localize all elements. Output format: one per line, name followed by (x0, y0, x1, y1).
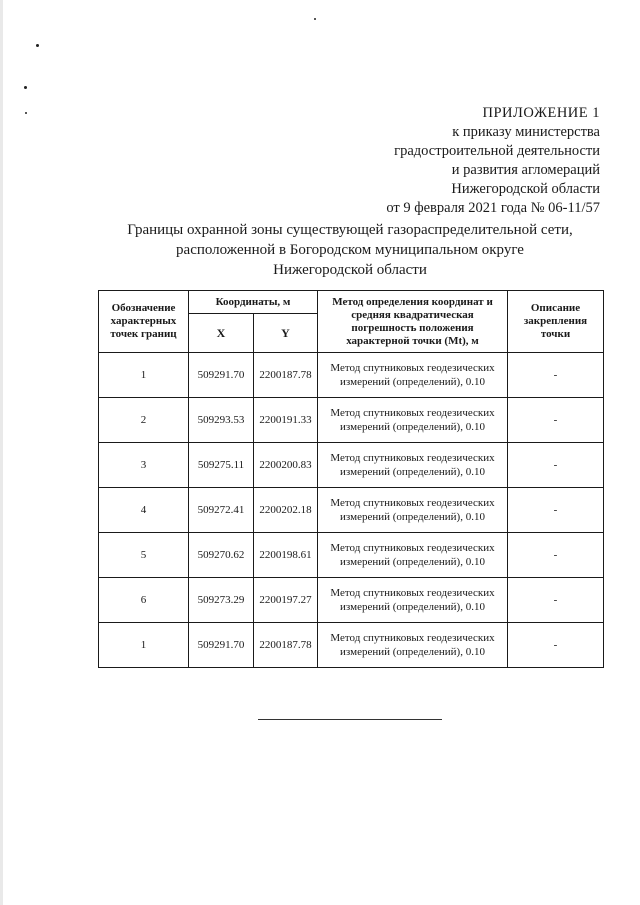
cell-y: 2200187.78 (254, 353, 318, 398)
scan-edge (0, 0, 3, 905)
table-row (99, 398, 604, 443)
cell-method: Метод спутниковых геодезических измерений (определений), 0.10 (318, 488, 508, 533)
cell-method: Метод спутниковых геодезических измерений (определений), 0.10 (318, 398, 508, 443)
cell-x: 509272.41 (189, 488, 254, 533)
col-header-y: Y (254, 314, 318, 353)
col-header-method: Метод определения координат и средняя квадратическая погрешность положения характерной точки (Mt), м (318, 291, 508, 353)
table-row (99, 623, 604, 668)
table-row (99, 578, 604, 623)
cell-point: 6 (99, 578, 189, 623)
cell-x: 509270.62 (189, 533, 254, 578)
table-row (99, 488, 604, 533)
table-row (99, 353, 604, 398)
cell-y: 2200198.61 (254, 533, 318, 578)
cell-method: Метод спутниковых геодезических измерений (определений), 0.10 (318, 533, 508, 578)
appendix-line: от 9 февраля 2021 года № 06-11/57 (386, 200, 600, 216)
cell-y: 2200202.18 (254, 488, 318, 533)
title-line: расположенной в Богородском муниципальном округе (176, 242, 524, 258)
scan-speck (314, 18, 316, 20)
boundary-points-table (98, 290, 604, 668)
cell-x: 509275.11 (189, 443, 254, 488)
col-header-point: Обозначение характерных точек границ (99, 291, 189, 353)
cell-x: 509273.29 (189, 578, 254, 623)
cell-method: Метод спутниковых геодезических измерений (определений), 0.10 (318, 623, 508, 668)
cell-point: 4 (99, 488, 189, 533)
cell-description: - (508, 533, 604, 578)
col-header-description: Описание закрепления точки (508, 291, 604, 353)
cell-description: - (508, 398, 604, 443)
cell-point: 1 (99, 353, 189, 398)
cell-description: - (508, 353, 604, 398)
cell-method: Метод спутниковых геодезических измерений (определений), 0.10 (318, 353, 508, 398)
scan-speck (36, 44, 39, 47)
cell-description: - (508, 488, 604, 533)
document-title (100, 220, 600, 280)
cell-point: 1 (99, 623, 189, 668)
table-row (99, 443, 604, 488)
scan-speck (25, 112, 27, 114)
title-line: Нижегородской области (273, 262, 427, 278)
cell-y: 2200197.27 (254, 578, 318, 623)
col-header-x: X (189, 314, 254, 353)
cell-y: 2200200.83 (254, 443, 318, 488)
appendix-line: Нижегородской области (451, 181, 600, 197)
title-line: Границы охранной зоны существующей газораспределительной сети, (127, 222, 573, 238)
cell-y: 2200191.33 (254, 398, 318, 443)
col-header-coordinates: Координаты, м (189, 291, 318, 314)
cell-description: - (508, 623, 604, 668)
appendix-header (270, 104, 600, 218)
appendix-line: к приказу министерства (452, 124, 600, 140)
table-row (99, 533, 604, 578)
cell-description: - (508, 578, 604, 623)
cell-x: 509291.70 (189, 623, 254, 668)
scan-speck (24, 86, 27, 89)
cell-method: Метод спутниковых геодезических измерений (определений), 0.10 (318, 578, 508, 623)
cell-method: Метод спутниковых геодезических измерений (определений), 0.10 (318, 443, 508, 488)
signature-line (258, 719, 442, 720)
cell-y: 2200187.78 (254, 623, 318, 668)
cell-point: 5 (99, 533, 189, 578)
appendix-line: градостроительной деятельности (394, 143, 600, 159)
appendix-line: и развития агломераций (451, 162, 600, 178)
cell-description: - (508, 443, 604, 488)
appendix-title: ПРИЛОЖЕНИЕ 1 (482, 105, 600, 121)
cell-x: 509291.70 (189, 353, 254, 398)
cell-x: 509293.53 (189, 398, 254, 443)
cell-point: 2 (99, 398, 189, 443)
cell-point: 3 (99, 443, 189, 488)
